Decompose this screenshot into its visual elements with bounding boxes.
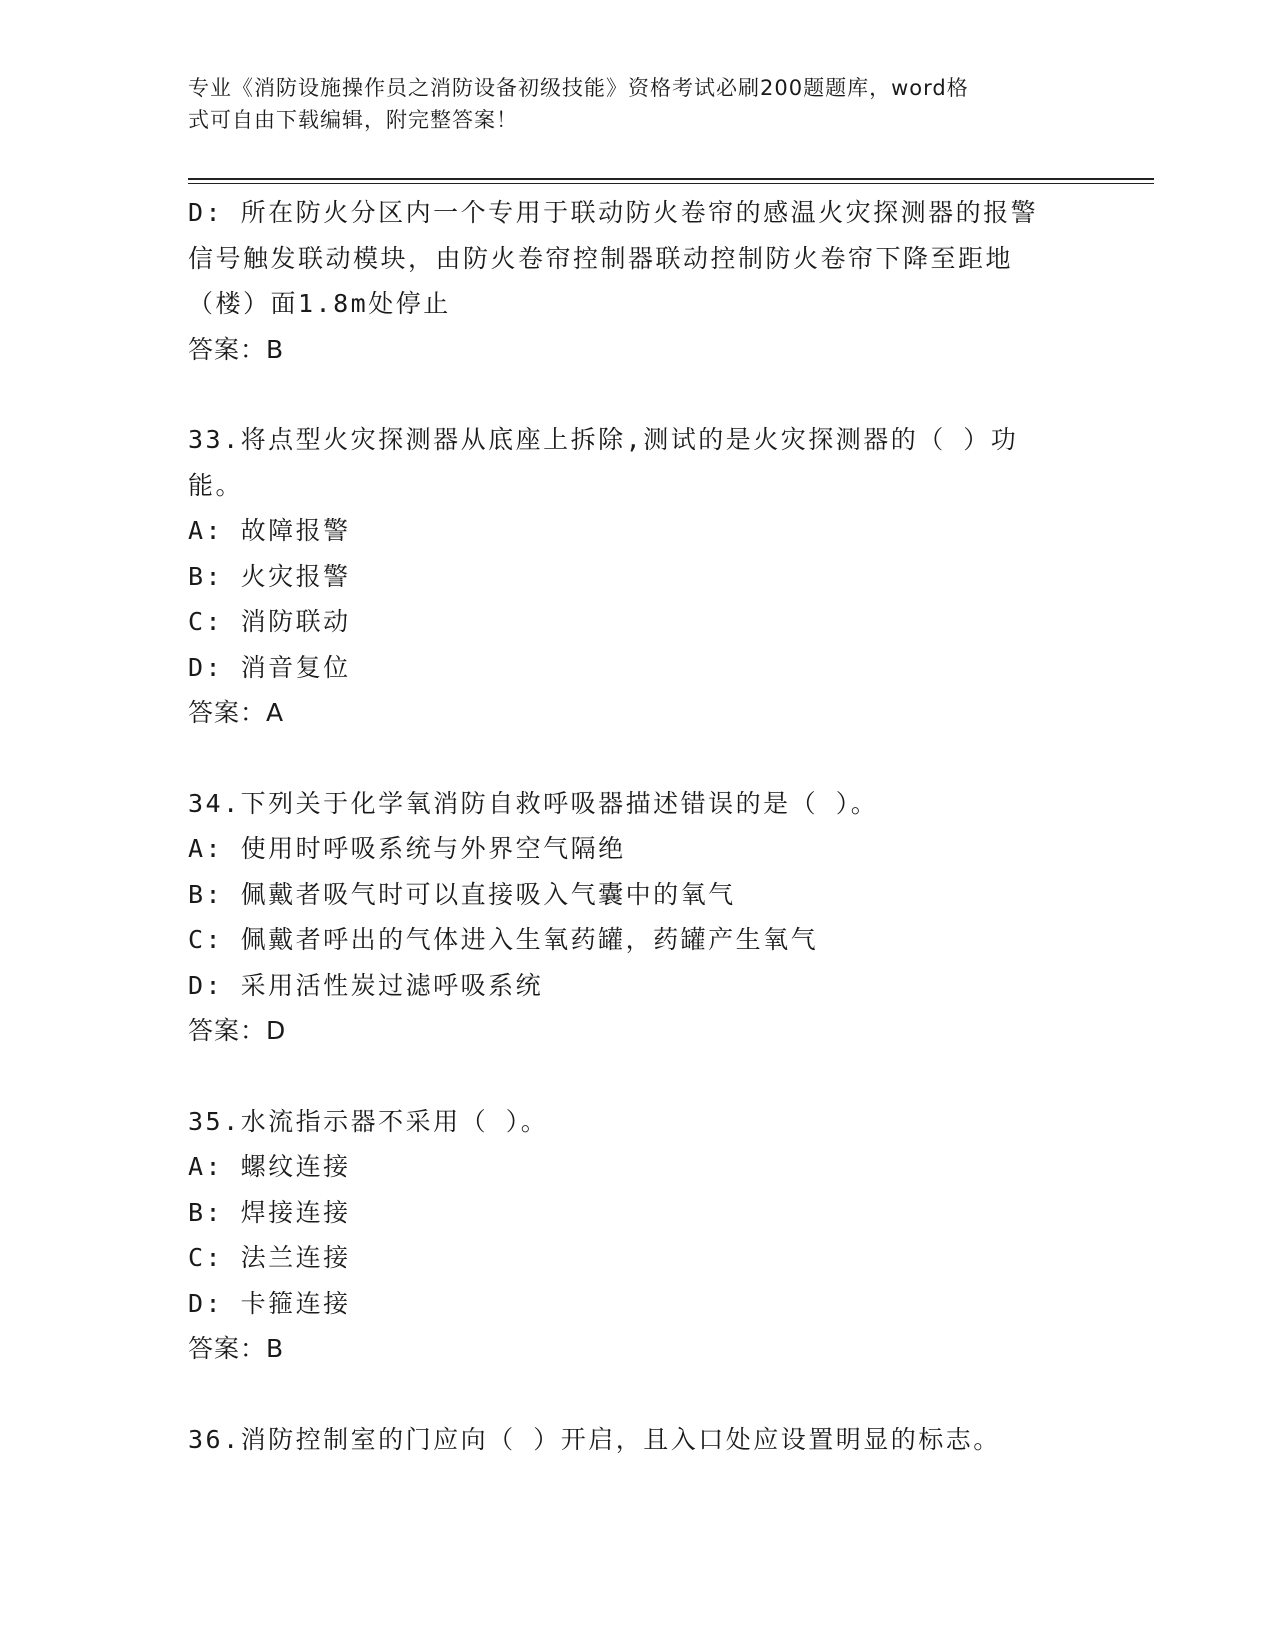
header-title-line-1: 专业《消防设施操作员之消防设备初级技能》资格考试必刷200题题库，word格 bbox=[188, 76, 969, 100]
answer-line: 答案：D bbox=[188, 1016, 287, 1045]
option-a: A: 螺纹连接 bbox=[188, 1152, 351, 1181]
question-33 bbox=[188, 417, 1088, 736]
option-b: B: 焊接连接 bbox=[188, 1197, 351, 1227]
header-title-line-2: 式可自由下载编辑，附完整答案！ bbox=[188, 108, 518, 132]
question-stem-line-1: 36.消防控制室的门应向（ ）开启，且入口处应设置明显的标志。 bbox=[188, 1424, 1001, 1454]
question-stem-line-1: 34.下列关于化学氧消防自救呼吸器描述错误的是（ ）。 bbox=[188, 788, 879, 818]
question-content bbox=[188, 190, 1088, 1462]
question-stem-line-2: 能。 bbox=[188, 470, 244, 500]
answer-line: 答案：B bbox=[188, 334, 285, 364]
prev-question-continuation bbox=[188, 190, 1088, 372]
option-d: D: 卡箍连接 bbox=[188, 1288, 351, 1318]
option-d: D: 消音复位 bbox=[188, 652, 351, 682]
option-d: D: 采用活性炭过滤呼吸系统 bbox=[188, 970, 544, 1000]
option-a: A: 故障报警 bbox=[188, 516, 351, 545]
answer-line: 答案：A bbox=[188, 698, 285, 727]
option-d-line-3: （楼）面1.8m处停止 bbox=[188, 289, 451, 318]
option-c: C: 佩戴者呼出的气体进入生氧药罐，药罐产生氧气 bbox=[188, 925, 819, 954]
option-d-line-2: 信号触发联动模块，由防火卷帘控制器联动控制防火卷帘下降至距地 bbox=[188, 243, 1014, 273]
document-header bbox=[188, 72, 1068, 136]
answer-line: 答案：B bbox=[188, 1334, 285, 1363]
option-c: C: 法兰连接 bbox=[188, 1243, 351, 1272]
question-stem-line-1: 35.水流指示器不采用（ ）。 bbox=[188, 1106, 549, 1136]
question-35 bbox=[188, 1099, 1088, 1372]
option-d-line-1: D: 所在防火分区内一个专用于联动防火卷帘的感温火灾探测器的报警 bbox=[188, 198, 1039, 227]
question-stem-line-1: 33.将点型火灾探测器从底座上拆除,测试的是火灾探测器的（ ）功 bbox=[188, 425, 1019, 454]
option-b: B: 佩戴者吸气时可以直接吸入气囊中的氧气 bbox=[188, 879, 736, 909]
question-34 bbox=[188, 781, 1088, 1054]
header-divider-thick bbox=[188, 178, 1154, 180]
header-divider-thin bbox=[188, 183, 1154, 184]
question-36 bbox=[188, 1417, 1088, 1463]
option-a: A: 使用时呼吸系统与外界空气隔绝 bbox=[188, 834, 626, 863]
option-c: C: 消防联动 bbox=[188, 607, 351, 636]
option-b: B: 火灾报警 bbox=[188, 561, 351, 591]
